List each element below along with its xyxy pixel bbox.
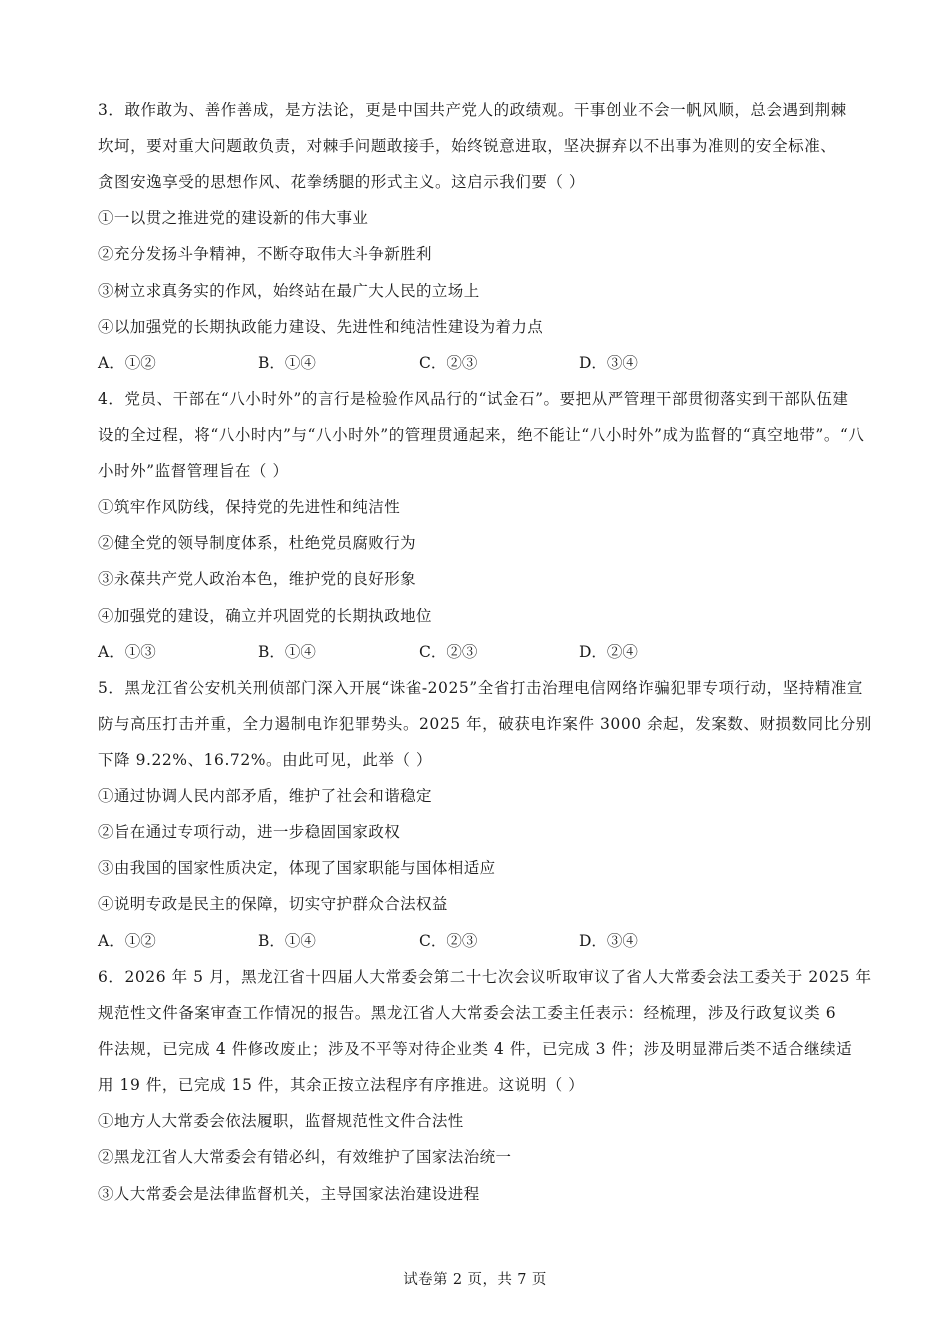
statement-option: ②黑龙江省人大常委会有错必纠，有效维护了国家法治统一 <box>98 1148 512 1166</box>
answer-choice-b: B．①④ <box>258 354 316 372</box>
statement-option: ②健全党的领导制度体系，杜绝党员腐败行为 <box>98 534 417 552</box>
statement-option: ③由我国的国家性质决定，体现了国家职能与国体相适应 <box>98 859 496 877</box>
question-stem-line: 件法规，已完成 4 件修改废止；涉及不平等对待企业类 4 件，已完成 3 件；涉及明显滞后类不适合继续适 <box>98 1040 853 1058</box>
statement-option: ③树立求真务实的作风，始终站在最广大人民的立场上 <box>98 282 480 300</box>
statement-option: ③永葆共产党人政治本色，维护党的良好形象 <box>98 570 417 588</box>
answer-choice-d: D．②④ <box>579 643 638 661</box>
answer-choice-a: A．①③ <box>98 643 156 661</box>
answer-choice-c: C．②③ <box>419 643 478 661</box>
question-stem-line: 4．党员、干部在“八小时外”的言行是检验作风品行的“试金石”。要把从严管理干部贯彻落实到干部队伍建 <box>98 390 849 408</box>
statement-option: ②充分发扬斗争精神，不断夺取伟大斗争新胜利 <box>98 245 432 263</box>
question-stem-line: 5．黑龙江省公安机关刑侦部门深入开展“诛雀-2025”全省打击治理电信网络诈骗犯罪专项行动，坚持精准宣 <box>98 679 863 697</box>
statement-option: ④说明专政是民主的保障，切实守护群众合法权益 <box>98 895 448 913</box>
answer-choice-c: C．②③ <box>419 932 478 950</box>
statement-option: ②旨在通过专项行动，进一步稳固国家政权 <box>98 823 401 841</box>
question-stem-line: 3．敢作敢为、善作善成，是方法论，更是中国共产党人的政绩观。干事创业不会一帆风顺，总会遇到荆棘 <box>98 101 847 119</box>
statement-option: ①筑牢作风防线，保持党的先进性和纯洁性 <box>98 498 401 516</box>
statement-option: ①地方人大常委会依法履职，监督规范性文件合法性 <box>98 1112 464 1130</box>
statement-option: ④加强党的建设，确立并巩固党的长期执政地位 <box>98 607 432 625</box>
question-stem-line: 坎坷，要对重大问题敢负责，对棘手问题敢接手，始终锐意进取，坚决摒弃以不出事为准则的安全标准、 <box>98 137 837 155</box>
question-stem-line: 规范性文件备案审查工作情况的报告。黑龙江省人大常委会法工委主任表示：经梳理，涉及行政复议类 6 <box>98 1004 837 1022</box>
question-stem-line: 小时外”监督管理旨在（ ） <box>98 462 289 480</box>
answer-choice-d: D．③④ <box>579 932 638 950</box>
answer-choice-c: C．②③ <box>419 354 478 372</box>
question-stem-line: 贪图安逸享受的思想作风、花拳绣腿的形式主义。这启示我们要（ ） <box>98 173 585 191</box>
question-stem-line: 设的全过程，将“八小时内”与“八小时外”的管理贯通起来，绝不能让“八小时外”成为监督的“真空地带”。“八 <box>98 426 865 444</box>
question-stem-line: 6．2026 年 5 月，黑龙江省十四届人大常委会第二十七次会议听取审议了省人大常委会法工委关于 2025 年 <box>98 968 872 986</box>
answer-choice-a: A．①② <box>98 354 156 372</box>
answer-choice-a: A．①② <box>98 932 156 950</box>
statement-option: ①通过协调人民内部矛盾，维护了社会和谐稳定 <box>98 787 432 805</box>
answer-choice-b: B．①④ <box>258 643 316 661</box>
statement-option: ④以加强党的长期执政能力建设、先进性和纯洁性建设为着力点 <box>98 318 544 336</box>
page-footer: 试卷第 2 页，共 7 页 <box>403 1272 547 1288</box>
question-stem-line: 防与高压打击并重，全力遏制电诈犯罪势头。2025 年，破获电诈案件 3000 余起，发案数、财损数同比分别 <box>98 715 872 733</box>
question-stem-line: 下降 9.22%、16.72%。由此可见，此举（ ） <box>98 751 432 769</box>
statement-option: ①一以贯之推进党的建设新的伟大事业 <box>98 209 369 227</box>
question-stem-line: 用 19 件，已完成 15 件，其余正按立法程序有序推进。这说明（ ） <box>98 1076 585 1094</box>
statement-option: ③人大常委会是法律监督机关，主导国家法治建设进程 <box>98 1185 480 1203</box>
answer-choice-b: B．①④ <box>258 932 316 950</box>
answer-choice-d: D．③④ <box>579 354 638 372</box>
